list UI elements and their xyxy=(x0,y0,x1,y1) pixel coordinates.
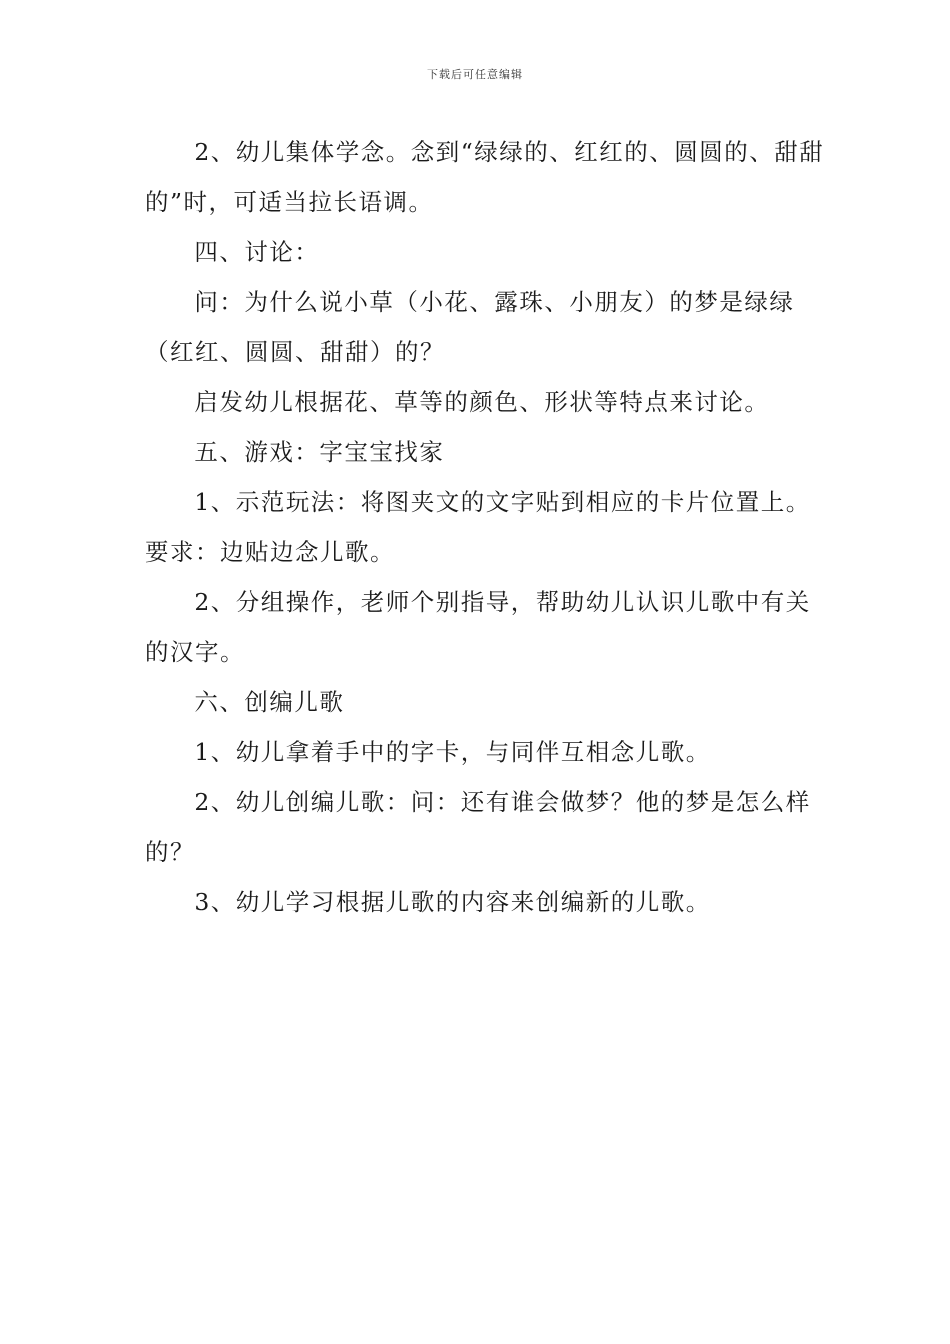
paragraph-create-question: 2、幼儿创编儿歌：问：还有谁会做梦？他的梦是怎么样的？ xyxy=(145,788,811,866)
paragraph-discussion-question: 问：为什么说小草（小花、露珠、小朋友）的梦是绿绿（红红、圆圆、甜甜）的？ xyxy=(145,288,795,366)
paragraph-chant-instruction: 2、幼儿集体学念。念到“绿绿的、红红的、圆圆的、甜甜的”时，可适当拉长语调。 xyxy=(145,138,825,216)
document-body xyxy=(145,127,825,927)
paragraph-discussion-guide: 启发幼儿根据花、草等的颜色、形状等特点来讨论。 xyxy=(194,388,770,416)
page-header: 下载后可任意编辑 xyxy=(427,68,523,81)
paragraph-game-demo: 1、示范玩法：将图夹文的文字贴到相应的卡片位置上。要求：边贴边念儿歌。 xyxy=(145,488,811,566)
paragraph-create-cards: 1、幼儿拿着手中的字卡，与同伴互相念儿歌。 xyxy=(194,738,711,766)
paragraph-create-new: 3、幼儿学习根据儿歌的内容来创编新的儿歌。 xyxy=(194,888,711,916)
section-heading-discussion: 四、讨论： xyxy=(194,238,320,266)
section-heading-game: 五、游戏：字宝宝找家 xyxy=(194,438,445,466)
section-heading-create: 六、创编儿歌 xyxy=(194,688,345,716)
paragraph-game-group: 2、分组操作，老师个别指导，帮助幼儿认识儿歌中有关的汉字。 xyxy=(145,588,811,666)
